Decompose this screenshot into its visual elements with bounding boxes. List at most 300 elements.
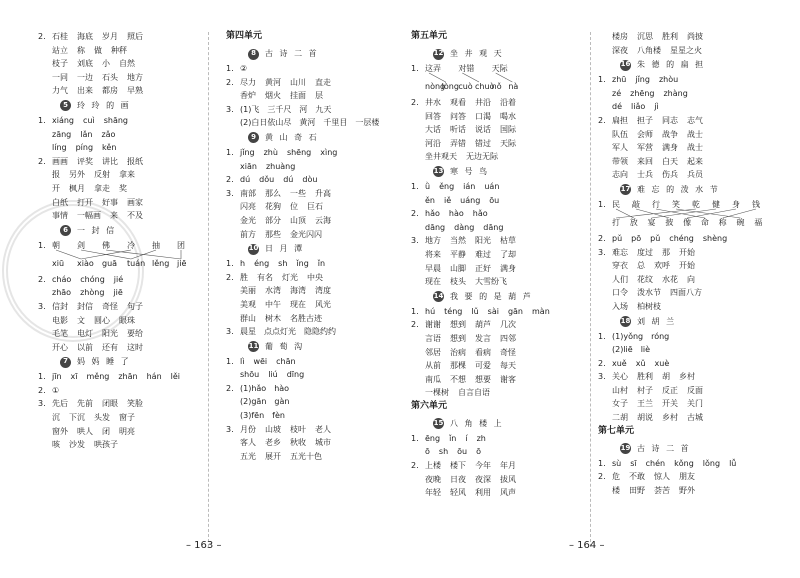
- answer-word: 城市: [315, 438, 331, 448]
- column-1: [38, 30, 208, 452]
- answer-word: 好事: [102, 197, 118, 207]
- item-number: 1.: [411, 181, 419, 191]
- answer-row: [598, 273, 788, 287]
- pinyin-word: zhòng: [80, 288, 105, 298]
- answer-word: 担子: [637, 115, 653, 125]
- pinyin-word: éng: [254, 259, 270, 269]
- answer-word: 报纸: [127, 156, 143, 166]
- pinyin-word: lì: [240, 356, 245, 366]
- answer-word: 拔风: [500, 474, 516, 484]
- pinyin-word: shāng: [103, 115, 129, 125]
- pinyin-row: [598, 73, 788, 87]
- lesson-number-badge: 15: [433, 418, 444, 429]
- answer-word: 说话: [475, 125, 491, 135]
- answer-word: 下沉: [69, 413, 85, 423]
- lesson-number-badge: 17: [620, 184, 631, 195]
- answer-word: 入场: [612, 301, 628, 311]
- item-number: 1.: [226, 147, 234, 157]
- answer-word: 治病: [450, 347, 466, 357]
- pinyin-row: [411, 305, 581, 319]
- answer-text: ①: [52, 385, 60, 395]
- answer-word: 发言: [475, 333, 491, 343]
- answer-word: 不敢: [629, 472, 645, 482]
- unit-title: 第四单元: [226, 31, 263, 41]
- pinyin-word: dǒu: [259, 175, 275, 185]
- match-bottom-word: 宴: [647, 217, 656, 227]
- answer-text: ②: [240, 64, 248, 73]
- pinyin-row: [38, 273, 208, 287]
- answer-row: [411, 373, 581, 387]
- pinyin-word: zh: [476, 433, 486, 443]
- answer-word: 尽力: [240, 77, 256, 87]
- lesson-title: 我 要 的 是 葫 芦: [450, 291, 533, 301]
- answer-word: 阳光: [475, 236, 491, 246]
- lesson-title: 八 角 楼 上: [450, 419, 504, 429]
- answer-word: 早晨: [425, 263, 441, 273]
- answer-word: 上楼: [425, 461, 441, 471]
- answer-row: [38, 438, 208, 452]
- answer-word: 灯光: [282, 272, 298, 282]
- pinyin-row: [598, 357, 788, 371]
- answer-word: 队伍: [612, 129, 628, 139]
- item-number: 2.: [411, 209, 419, 219]
- answer-word: 二胡: [612, 413, 628, 423]
- answer-word: 湾度: [315, 286, 331, 296]
- pinyin-word: uán: [484, 181, 500, 191]
- item-number: 2.: [38, 274, 46, 284]
- answer-row: [38, 44, 208, 58]
- answer-row: [411, 386, 581, 400]
- answer-word: 山川: [290, 77, 306, 87]
- item-number: 2.: [226, 77, 234, 87]
- answer-word: 志气: [687, 115, 703, 125]
- answer-word: 口令: [612, 288, 628, 298]
- answer-line: [226, 382, 396, 396]
- answer-line: [226, 409, 396, 423]
- answer-word: 朋友: [679, 472, 695, 482]
- answer-word: 几次: [500, 320, 516, 330]
- lesson-header: [226, 339, 396, 355]
- answer-row: [38, 327, 208, 341]
- answer-word: 不及: [127, 211, 143, 221]
- answer-row: [598, 259, 788, 273]
- answer-word: 坐井观天: [425, 152, 457, 162]
- match-bottom-word: 碗: [736, 217, 745, 227]
- answer-word: 石头: [102, 72, 118, 82]
- lesson-title: 黄 山 奇 石: [265, 133, 319, 143]
- answer-word: 风声: [500, 488, 516, 498]
- answer-word: 回答: [425, 111, 441, 121]
- answer-word: 拿走: [94, 183, 110, 193]
- lesson-header: [38, 98, 208, 114]
- answer-row: [598, 44, 788, 58]
- answer-row: [411, 275, 581, 289]
- answer-word: 讲比: [102, 156, 118, 166]
- answer-word: 轻风: [450, 488, 466, 498]
- answer-row: [38, 341, 208, 355]
- matching-exercise: [411, 62, 581, 96]
- item-number: 3.: [38, 399, 46, 409]
- lesson-title: 难 忘 的 泼 水 节: [637, 185, 720, 195]
- answer-word: 客人: [240, 438, 256, 448]
- pinyin-word: uáng: [460, 195, 481, 205]
- pinyin-word: ōu: [457, 447, 468, 457]
- answer-word: 胡说: [637, 413, 653, 423]
- page-number-left: – 163 –: [186, 540, 222, 551]
- answer-word: 哄孩子: [94, 440, 118, 450]
- item-number: 3.: [598, 247, 606, 257]
- answer-word: 乡村: [679, 372, 695, 382]
- answer-word: 来: [110, 211, 118, 221]
- answer-word: 电影: [52, 315, 68, 325]
- answer-row: [411, 359, 581, 373]
- match-top-word: 朝: [52, 240, 60, 250]
- pinyin-word: xiān: [240, 161, 257, 171]
- answer-row: [411, 150, 581, 164]
- answer-word: 站立: [52, 45, 68, 55]
- answer-word: 口渴: [475, 111, 491, 121]
- item-number: 3.: [411, 236, 419, 246]
- answer-word: 将来: [425, 249, 441, 259]
- pinyin-word: í: [465, 433, 468, 443]
- pinyin-word: pō: [631, 233, 642, 243]
- match-bottom-word: 放: [629, 217, 638, 227]
- answer-word: 楼: [612, 485, 620, 495]
- answer-row: [226, 271, 396, 285]
- item-number: 2.: [598, 472, 606, 482]
- pinyin-word: jǐng: [240, 147, 255, 157]
- pinyin-word: kǒng: [674, 458, 694, 468]
- answer-word: 关门: [687, 399, 703, 409]
- answer-word: 五光: [240, 451, 256, 461]
- pinyin-word: jié: [113, 274, 124, 284]
- answer-row: [411, 346, 581, 360]
- pinyin-word: dāng: [483, 222, 504, 232]
- lesson-header: [226, 46, 396, 62]
- answer-word: 胜利: [637, 372, 653, 382]
- answer-word: 事情: [52, 211, 68, 221]
- match-top-word: 这弄: [425, 64, 441, 73]
- lesson-header: [226, 241, 396, 257]
- pinyin-word: jǐng: [635, 75, 650, 85]
- answer-word: 打开: [77, 197, 93, 207]
- answer-word: 称: [77, 45, 85, 55]
- pinyin-word: zǎo: [101, 129, 116, 139]
- answer-line: [226, 116, 396, 130]
- pinyin-word: hán: [146, 372, 162, 382]
- answer-word: 志向: [612, 170, 628, 180]
- answer-row: [226, 450, 396, 464]
- unit-title: 第六单元: [411, 400, 448, 411]
- answer-row: [226, 89, 396, 103]
- pinyin-word: jīn: [52, 372, 62, 382]
- answer-word: 直走: [315, 77, 331, 87]
- answer-word: 战士: [687, 129, 703, 139]
- pinyin-word: ǐn: [449, 433, 457, 443]
- answer-word: 看病: [475, 347, 491, 357]
- pinyin-word: hǎo: [472, 209, 488, 219]
- match-bottom-word: 像: [683, 217, 692, 227]
- answer-row: [411, 459, 581, 473]
- answer-word: 有名: [257, 272, 273, 282]
- pinyin-row: [411, 180, 581, 194]
- answer-word: 欢呼: [654, 261, 670, 271]
- answer-word: 圆心: [94, 315, 110, 325]
- answer-word: 不想: [450, 374, 466, 384]
- item-number: 2.: [38, 156, 46, 166]
- answer-word: 南部: [240, 188, 256, 198]
- answer-word: 人们: [612, 274, 628, 284]
- answer-word: 谢客: [500, 374, 516, 384]
- answer-word: 度过: [637, 247, 653, 257]
- answer-word: 都房: [102, 86, 118, 96]
- answer-word: 照后: [127, 32, 143, 41]
- lesson-title: 葡 萄 沟: [265, 341, 305, 351]
- answer-word: 谢谢: [425, 320, 441, 330]
- answer-row: [38, 71, 208, 85]
- item-number: 3.: [38, 301, 46, 311]
- answer-word: 枝子: [52, 59, 68, 69]
- pinyin-row: [38, 286, 208, 300]
- pinyin-word: hú: [425, 306, 436, 316]
- item-number: 1.: [38, 372, 46, 382]
- answer-line: [226, 62, 396, 76]
- lesson-header: [38, 223, 208, 239]
- pinyin-row: [38, 370, 208, 384]
- lesson-number-badge: 11: [248, 341, 259, 352]
- answer-word: 军营: [637, 143, 653, 153]
- pinyin-word: iě: [444, 195, 452, 205]
- answer-word: 夜深: [475, 474, 491, 484]
- answer-word: 军人: [612, 143, 628, 153]
- answer-word: 香炉: [240, 91, 256, 101]
- match-top-word: 天际: [491, 64, 508, 73]
- answer-text: (1)hǎo hào: [240, 383, 290, 393]
- answer-word: 开始: [679, 247, 695, 257]
- pinyin-row: [598, 232, 788, 246]
- pinyin-word: cuì: [83, 115, 95, 125]
- answer-word: 来回: [637, 156, 653, 166]
- item-number: 2.: [38, 32, 46, 41]
- pinyin-row: [598, 87, 788, 101]
- answer-word: 力气: [52, 86, 68, 96]
- answer-word: 花狗: [265, 202, 281, 212]
- item-number: 1.: [598, 75, 606, 85]
- answer-word: 美观: [240, 299, 256, 309]
- answer-word: 想到: [450, 320, 466, 330]
- answer-word: 难忘: [612, 247, 628, 257]
- answer-row: [411, 262, 581, 276]
- answer-word: 中午: [265, 299, 281, 309]
- answer-row: [226, 228, 396, 242]
- pinyin-word: sh: [438, 447, 449, 457]
- answer-row: [411, 110, 581, 124]
- answer-word: 海湾: [290, 286, 306, 296]
- pinyin-row: [226, 146, 396, 160]
- answer-row: [411, 137, 581, 151]
- answer-word: 枝头: [450, 277, 466, 287]
- answer-word: 秋收: [290, 438, 306, 448]
- answer-word: 四邻: [500, 333, 516, 343]
- answer-word: 葫芦: [475, 320, 491, 330]
- answer-word: 带领: [612, 156, 628, 166]
- pinyin-word: xiáng: [52, 115, 75, 125]
- matching-exercise: [598, 198, 788, 232]
- answer-word: 战争: [662, 129, 678, 139]
- item-number: 1.: [411, 433, 419, 443]
- answer-word: 云海: [315, 215, 331, 225]
- match-bottom-word: 打: [612, 217, 620, 227]
- pinyin-row: [38, 128, 208, 142]
- answer-row: [226, 200, 396, 214]
- match-bottom-word: jiē: [177, 258, 187, 268]
- pinyin-word: sù: [612, 458, 622, 468]
- answer-row: [598, 128, 788, 142]
- answer-word: 危: [612, 472, 620, 482]
- answer-word: 挂面: [290, 91, 306, 101]
- answer-word: 窗子: [119, 413, 135, 423]
- answer-word: 要给: [127, 329, 143, 339]
- answer-word: 封信: [77, 301, 93, 311]
- item-number: 1.: [226, 259, 234, 269]
- answer-row: [598, 30, 788, 44]
- answer-word: 拿来: [119, 170, 135, 180]
- pinyin-word: ō: [425, 447, 430, 457]
- lesson-title: 古 诗 二 首: [637, 443, 691, 453]
- answer-word: 石桂: [52, 32, 68, 41]
- pinyin-word: ǐng: [296, 259, 309, 269]
- lesson-header: [598, 182, 788, 198]
- answer-word: 升高: [315, 188, 331, 198]
- answer-text: (2)白日依山尽 黄河 千里目 一层楼: [240, 118, 380, 128]
- pinyin-row: [411, 432, 581, 446]
- match-bottom-word: lěng: [152, 258, 170, 268]
- pinyin-word: jì: [654, 102, 659, 112]
- answer-word: 奇怪: [500, 347, 516, 357]
- answer-word: 信封: [52, 301, 68, 311]
- answer-word: 风光: [315, 299, 331, 309]
- pinyin-word: cháo: [52, 274, 72, 284]
- answer-word: 一幅画: [77, 211, 101, 221]
- match-bottom-word: 披: [665, 217, 674, 227]
- answer-word: 野外: [679, 485, 695, 495]
- answer-word: 无边无际: [466, 152, 498, 162]
- pinyin-row: [226, 160, 396, 174]
- answer-word: 平静: [450, 249, 466, 259]
- answer-word: 那棵: [450, 361, 466, 371]
- answer-word: 眼珠: [119, 315, 135, 325]
- lesson-header: [411, 289, 581, 305]
- item-number: 2.: [411, 461, 419, 471]
- lesson-number-badge: 9: [248, 132, 259, 143]
- answer-row: [411, 332, 581, 346]
- lesson-header: [38, 354, 208, 370]
- pinyin-word: lǔ: [471, 306, 479, 316]
- item-number: 1.: [38, 240, 46, 250]
- answer-text: (3)fēn fèn: [240, 411, 285, 421]
- pinyin-word: ō: [476, 447, 482, 457]
- answer-word: 自然: [119, 59, 135, 69]
- answer-word: 自言自语: [458, 388, 490, 398]
- lesson-header: [411, 164, 581, 180]
- answer-word: 沙发: [69, 440, 85, 450]
- column-3: [411, 30, 581, 500]
- item-number: 2.: [226, 272, 234, 282]
- answer-word: 开: [52, 183, 60, 193]
- answer-word: 战士: [687, 143, 703, 153]
- answer-word: 头发: [94, 413, 110, 423]
- answer-row: [226, 423, 396, 437]
- answer-word: 总: [637, 261, 645, 271]
- answer-word: 年月: [500, 461, 516, 471]
- answer-word: 会师: [637, 129, 653, 139]
- pinyin-word: dú: [240, 175, 251, 185]
- answer-word: 喝水: [500, 111, 516, 121]
- match-top-word: 剑: [77, 240, 85, 250]
- item-number: 2.: [226, 383, 234, 393]
- answer-word: 早熟: [127, 86, 143, 96]
- item-number: 3.: [226, 327, 234, 337]
- column-4: [598, 30, 788, 497]
- lesson-number-badge: 6: [60, 225, 71, 236]
- answer-row: [38, 155, 208, 169]
- answer-word: 巨石: [307, 202, 323, 212]
- answer-row: [411, 248, 581, 262]
- answer-word: 小: [102, 59, 110, 69]
- answer-row: [411, 473, 581, 487]
- answer-word: 可爱: [475, 361, 491, 371]
- pinyin-row: [598, 100, 788, 114]
- answer-word: 现在: [425, 277, 441, 287]
- answer-word: 名胜古迹: [290, 313, 322, 323]
- match-bottom-word: 福: [754, 217, 763, 227]
- match-bottom-word: 称: [718, 217, 727, 227]
- answer-word: 反面: [687, 385, 703, 395]
- answer-word: 部分: [265, 215, 281, 225]
- pinyin-word: kěn: [102, 143, 117, 153]
- pinyin-row: [38, 114, 208, 128]
- answer-word: 八角楼: [637, 45, 661, 55]
- answer-word: 开关: [662, 399, 678, 409]
- answer-word: 五光十色: [290, 451, 322, 461]
- answer-word: 树木: [265, 313, 281, 323]
- answer-word: 奖: [119, 183, 127, 193]
- answer-word: 胜: [240, 272, 248, 282]
- unit-title: 第五单元: [411, 31, 448, 41]
- answer-word: 天际: [500, 138, 516, 148]
- lesson-title: 朱 德 的 扁 担: [637, 60, 706, 70]
- answer-word: 金光闪闪: [290, 229, 322, 239]
- answer-word: 闭: [102, 426, 110, 436]
- pinyin-word: h: [240, 259, 246, 269]
- item-number: 3.: [598, 372, 606, 382]
- answer-word: 从前: [425, 361, 441, 371]
- answer-word: 想要: [475, 374, 491, 384]
- match-top-word: 行: [652, 199, 660, 209]
- answer-word: 种秤: [111, 45, 127, 55]
- answer-word: 咳: [52, 440, 60, 450]
- answer-word: 电灯: [77, 329, 93, 339]
- column-divider: [590, 32, 591, 547]
- answer-word: 窗外: [52, 426, 68, 436]
- answer-row: [38, 314, 208, 328]
- pinyin-word: chén: [645, 458, 666, 468]
- answer-word: 报: [52, 170, 60, 180]
- match-top-word: 乾: [692, 199, 700, 209]
- answer-word: 乡村: [662, 413, 678, 423]
- answer-word: 女子: [612, 399, 628, 409]
- answer-word: 开始: [679, 261, 695, 271]
